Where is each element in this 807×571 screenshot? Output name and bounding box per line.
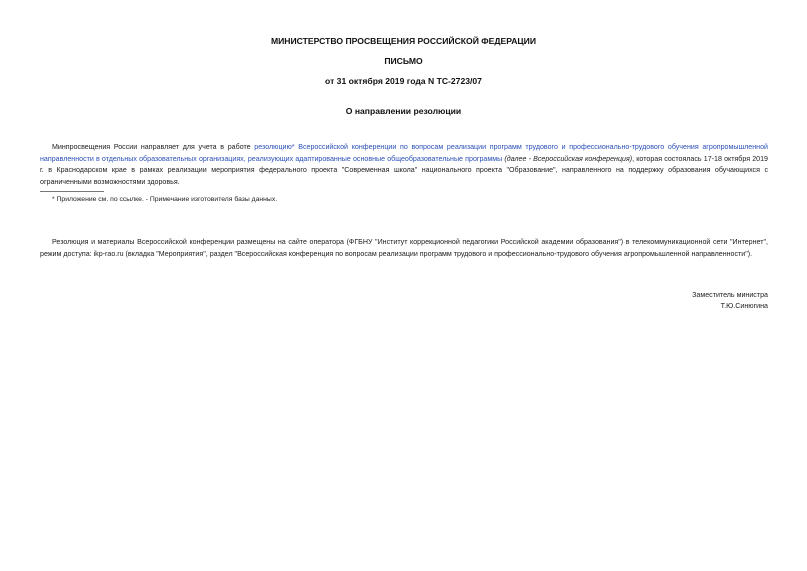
paragraph-2-text: Резолюция и материалы Всероссийской конференции размещены на сайте оператора (ФГБНУ "Институт коррекционной педагогики Российской академии образования") в телекоммуникационной сети "Интернет", режим доступа: ikp-rao.ru (вкладка "Мероприятия", раздел "Всероссийская конференция по вопросам реализации программ трудового и профессионально-трудового обучения агропромышленной направленности").: [40, 238, 768, 258]
paragraph-1-lead: Минпросвещения России направляет для учета в работе: [52, 143, 255, 151]
paragraph-1-italic-note: (далее - Всероссийская конференция): [504, 154, 633, 163]
ministry-heading: МИНИСТЕРСТВО ПРОСВЕЩЕНИЯ РОССИЙСКОЙ ФЕДЕРАЦИИ: [270, 36, 537, 46]
signature-position: Заместитель министра: [692, 291, 768, 299]
paragraph-1-rest: , которая состоялась 17-18 октября 2019 г. в Краснодарском крае в рамках реализации мероприятия федерального проекта "Современная школа" национального проекта "Образование", направленного на поддержку образования обучающихся с ограниченными возможностями здоровья.: [40, 154, 768, 186]
signature-name: Т.Ю.Синюгина: [720, 302, 768, 310]
body-paragraph-1: [40, 142, 768, 188]
document-type-heading: ПИСЬМО: [384, 56, 423, 66]
document-date-number: от 31 октября 2019 года N ТС-2723/07: [325, 76, 482, 86]
body-paragraph-2: [40, 237, 768, 260]
footnote-text: * Приложение см. по ссылке. - Примечание изготовителя базы данных.: [52, 196, 278, 203]
document-subject: О направлении резолюции: [345, 106, 462, 116]
footnote-divider: [40, 191, 104, 192]
resolution-link[interactable]: резолюцию* Всероссийской конференции по вопросам реализации программ трудового и профессионально-трудового обучения агропромышленной направленности в отдельных образовательных организациях, реализующих адаптированные основные общеобразовательные программы: [40, 143, 768, 163]
